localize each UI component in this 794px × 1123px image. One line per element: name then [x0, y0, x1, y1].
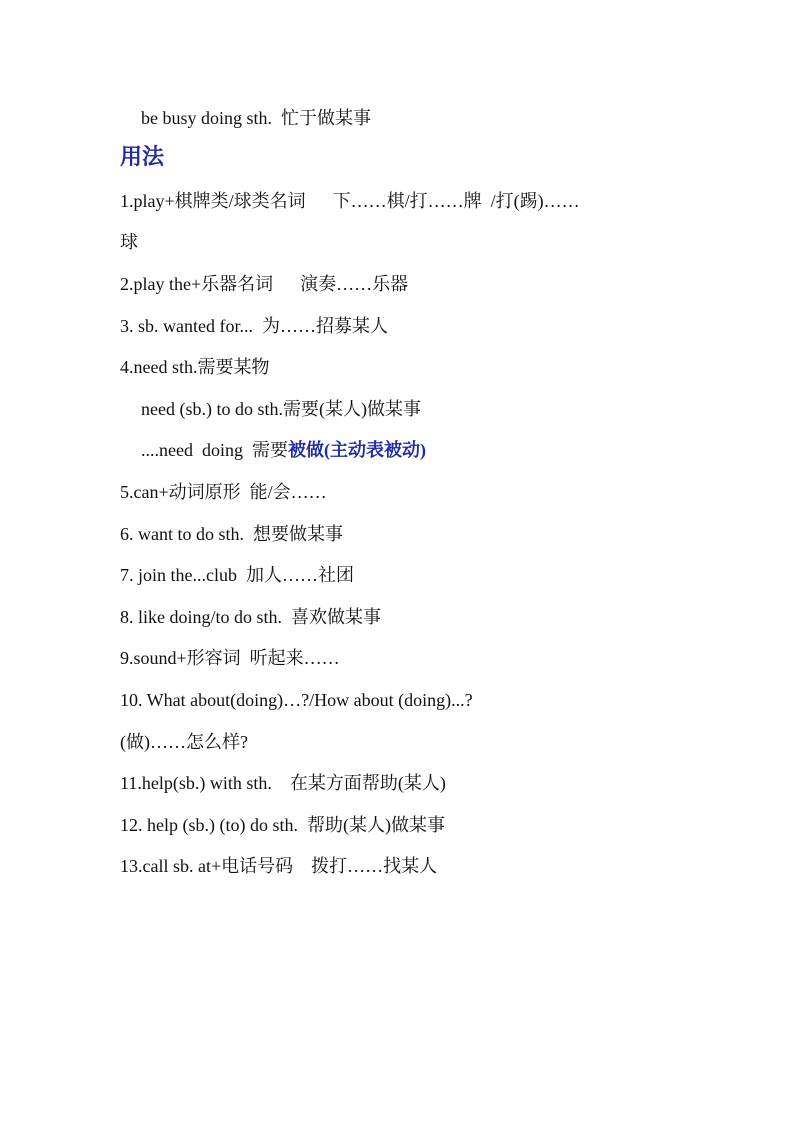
usage-item-11: 11.help(sb.) with sth. 在某方面帮助(某人): [120, 773, 446, 793]
usage-item-1: 1.play+棋牌类/球类名词 下……棋/打……牌 /打(踢)……: [120, 191, 580, 211]
intro-line: be busy doing sth. 忙于做某事: [141, 108, 372, 128]
usage-item-6: 6. want to do sth. 想要做某事: [120, 524, 343, 544]
section-heading: 用法: [120, 144, 165, 169]
usage-item-4-sub-2-emphasis: 被做(主动表被动): [287, 440, 426, 460]
usage-item-4-sub-1: need (sb.) to do sth.需要(某人)做某事: [141, 399, 421, 419]
usage-item-10: 10. What about(doing)…?/How about (doing)...?: [120, 690, 473, 710]
usage-item-8: 8. like doing/to do sth. 喜欢做某事: [120, 607, 381, 627]
usage-item-4-sub-2: [141, 438, 426, 462]
usage-item-7: 7. join the...club 加人……社团: [120, 565, 354, 585]
usage-item-4-sub-2-text: ....need doing 需要: [141, 440, 288, 460]
usage-item-2: 2.play the+乐器名词 演奏……乐器: [120, 274, 409, 294]
usage-item-3: 3. sb. wanted for... 为……招募某人: [120, 316, 388, 336]
usage-item-5: 5.can+动词原形 能/会……: [120, 482, 327, 502]
usage-item-4: 4.need sth.需要某物: [120, 357, 270, 377]
usage-item-12: 12. help (sb.) (to) do sth. 帮助(某人)做某事: [120, 815, 445, 835]
usage-item-1-continued: 球: [120, 232, 138, 252]
usage-item-10-continued: (做)……怎么样?: [120, 732, 248, 752]
usage-item-9: 9.sound+形容词 听起来……: [120, 648, 340, 668]
usage-item-13: 13.call sb. at+电话号码 拨打……找某人: [120, 856, 438, 876]
